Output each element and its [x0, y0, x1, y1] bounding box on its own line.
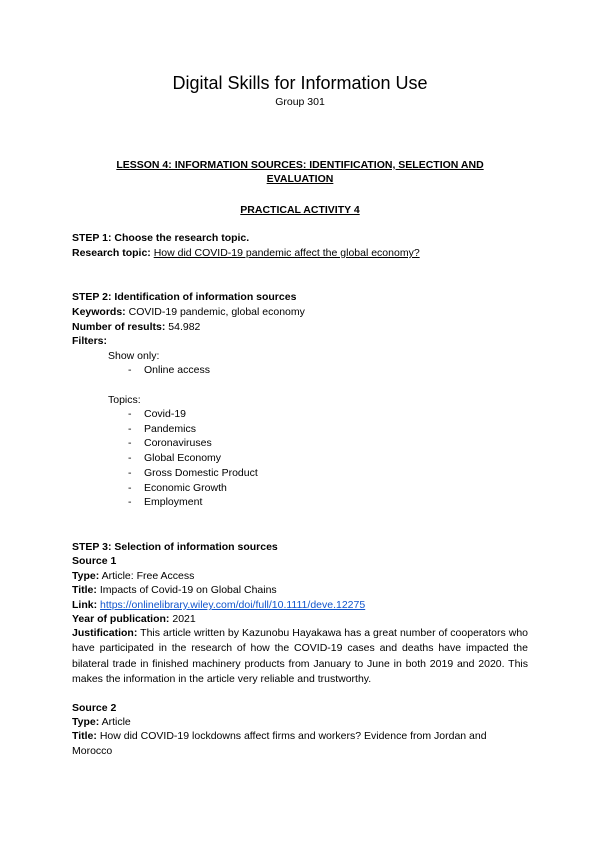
source2-title-line [72, 729, 522, 760]
source1-year-line [72, 612, 532, 626]
topic-item: Covid-19 [144, 408, 187, 420]
source1-justification [72, 626, 528, 687]
research-topic-label: Research topic: [72, 247, 151, 259]
step1-heading: STEP 1: Choose the research topic. [72, 232, 250, 244]
source2-title-value: How did COVID-19 lockdowns affect firms and workers? Evidence from Jordan and Morocco [72, 730, 487, 758]
lesson-heading: LESSON 4: INFORMATION SOURCES: IDENTIFICATION, SELECTION AND EVALUATION [116, 159, 484, 185]
source1-justification-value: This article written by Kazunobu Hayakawa has a great number of cooperators who have participated in the research of how the COVID-19 cases and deaths have impacted the bilateral trade in finished machinery products from January to June in both 2019 and 2020. This makes the information in the article very reliable and trustworthy. [72, 627, 529, 685]
keywords-label: Keywords: [72, 306, 126, 318]
step3-heading: STEP 3: Selection of information sources [72, 541, 278, 553]
list-dash: - [128, 496, 132, 508]
step2-heading: STEP 2: Identification of information sources [72, 291, 297, 303]
list-dash: - [128, 467, 132, 479]
source1-link-label: Link: [72, 599, 98, 611]
source1-title-value: Impacts of Covid-19 on Global Chains [99, 584, 277, 596]
topic-item: Economic Growth [144, 482, 227, 494]
topics-label: Topics: [108, 394, 141, 406]
list-dash: - [128, 482, 132, 494]
topic-item: Gross Domestic Product [144, 467, 258, 479]
list-dash: - [128, 408, 132, 420]
source1-link-line [72, 598, 532, 612]
source2-type-label: Type: [72, 716, 100, 728]
source1-type-value: Article: Free Access [101, 570, 195, 582]
source1-title-label: Title: [72, 584, 97, 596]
source1-type-line [72, 569, 532, 583]
activity-heading: PRACTICAL ACTIVITY 4 [240, 204, 360, 216]
results-line [72, 320, 532, 334]
list-dash: - [128, 364, 132, 376]
research-topic-line [72, 246, 532, 260]
source1-year-value: 2021 [172, 613, 196, 625]
source2-type-line [72, 715, 532, 729]
source1-justification-label: Justification: [72, 627, 138, 639]
source2-title-label: Title: [72, 730, 97, 742]
topic-item: Global Economy [144, 452, 222, 464]
source1-title-line [72, 583, 532, 597]
research-topic-value: How did COVID-19 pandemic affect the global economy? [153, 247, 420, 259]
keywords-line [72, 305, 532, 319]
results-value: 54.982 [168, 321, 201, 333]
source1-link[interactable]: https://onlinelibrary.wiley.com/doi/full/10.1111/deve.12275 [100, 599, 366, 611]
list-dash: - [128, 423, 132, 435]
filters-label: Filters: [72, 335, 108, 347]
show-only-label: Show only: [108, 350, 160, 362]
topic-item: Coronaviruses [144, 437, 212, 449]
list-dash: - [128, 452, 132, 464]
group-label: Group 301 [275, 96, 325, 108]
list-dash: - [128, 437, 132, 449]
source1-type-label: Type: [72, 570, 100, 582]
source1-year-label: Year of publication: [72, 613, 170, 625]
topic-item: Pandemics [144, 423, 196, 435]
source1-label: Source 1 [72, 555, 117, 567]
source2-type-value: Article [101, 716, 131, 728]
results-label: Number of results: [72, 321, 166, 333]
keywords-value: COVID-19 pandemic, global economy [128, 306, 305, 318]
topic-item: Employment [144, 496, 203, 508]
document-title: Digital Skills for Information Use [172, 73, 428, 93]
source2-label: Source 2 [72, 702, 117, 714]
show-only-item: Online access [144, 364, 210, 376]
